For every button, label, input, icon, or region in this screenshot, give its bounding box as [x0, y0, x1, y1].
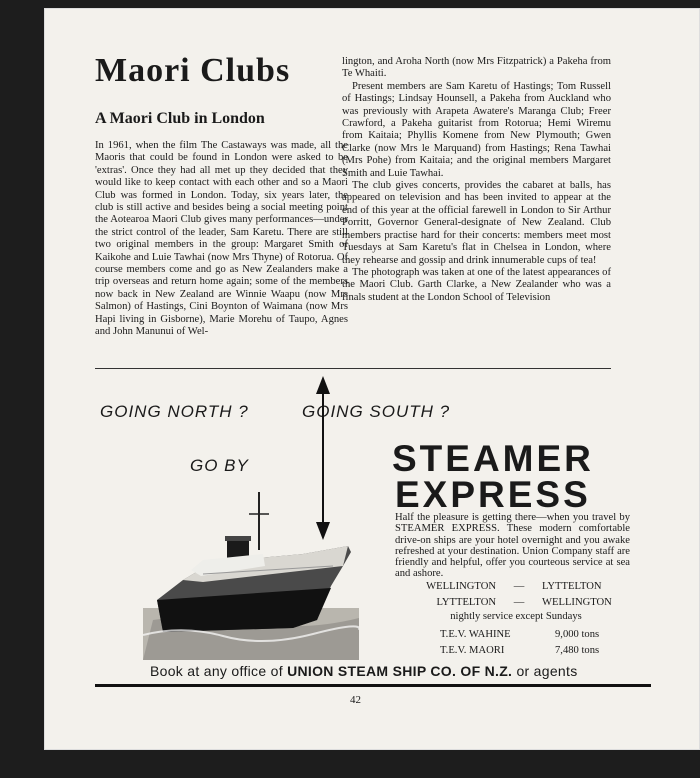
ad-go-by: GO BY [190, 456, 249, 475]
ship-row [440, 626, 625, 642]
article-paragraph: The photograph was taken at one of the latest appearances of the Maori Club. Garth Clarke, a New Zealander who was a finals student at the London School of Television [342, 266, 611, 303]
section-divider [95, 368, 611, 369]
ad-nightly-service: nightly service except Sundays [450, 611, 582, 622]
booking-company: UNION STEAM SHIP CO. OF N.Z. [287, 663, 513, 679]
route-separator: — [513, 596, 525, 608]
ship-name: T.E.V. MAORI [440, 644, 505, 656]
ad-going-south: GOING SOUTH ? [302, 402, 451, 421]
page-number: 42 [350, 694, 361, 706]
ship-illustration-icon [143, 490, 359, 660]
route-row [400, 594, 630, 610]
article-column-1 [95, 140, 348, 339]
route-separator: — [513, 580, 525, 592]
ad-booking-line [150, 663, 578, 679]
ad-ships [440, 626, 625, 658]
ad-going-north: GOING NORTH ? [100, 402, 249, 421]
booking-suffix: or agents [512, 663, 578, 679]
route-to: LYTTELTON [542, 580, 602, 592]
ship-tonnage: 9,000 tons [555, 628, 600, 640]
article-subtitle: A Maori Club in London [95, 110, 265, 127]
article-paragraph: The club gives concerts, provides the cabaret at balls, has appeared on television and has been invited to appear at the end of this year at the official farewell in London to Sir Arthur Porritt, Governor General-designate of New Zealand. Club members practise hard for their concerts: members meet most Tuesdays at Sam Karetu's flat in Chelsea in London, where they rehearse and gossip and drink innumerable cups of tea! [342, 180, 611, 266]
article-paragraph: lington, and Aroha North (now Mrs Fitzpatrick) a Pakeha from Te Whaiti. [342, 56, 611, 80]
route-from: WELLINGTON [426, 580, 496, 592]
ship-name: T.E.V. WAHINE [440, 628, 511, 640]
route-row [400, 578, 630, 594]
route-to: WELLINGTON [542, 596, 612, 608]
ad-brand-express: EXPRESS [395, 474, 591, 515]
ad-blurb: Half the pleasure is getting there—when you travel by STEAMER EXPRESS. These modern comfortable drive-on ships are your hotel overnight and you awake refreshed at your destination. Union Company staff are friendly and helpful, offer you courteous service at sea and ashore. [395, 512, 630, 580]
article-paragraph: In 1961, when the film The Castaways was made, all the Maoris that could be found in London were asked to be 'extras'. Once they had all met up they decided that they would like to keep contact with each other and so a Maori Club was formed in London. Today, six years later, the club is still active and besides being a social meeting point the Aotearoa Maori Club gives many performances—under the strict control of the leader, Sam Karetu. There are still two original members in the group: Margaret Smith of Kaikohe and Luie Tawhai (now Mrs Thyne) of Rotorua. Of course members come and go as New Zealanders make a trip overseas and return home again; some of the members now back in New Zealand are Winnie Waapu (now Mrs Salmon) of Hastings, Cini Boynton of Waimana (now Mrs Hapi living in Gisborne), Marie Morehu of Taupo, Agnes and John Manunui of Wel- [95, 140, 348, 338]
ad-bottom-bar [95, 684, 651, 687]
booking-prefix: Book at any office of [150, 663, 288, 679]
article-title: Maori Clubs [95, 52, 291, 89]
route-from: LYTTELTON [436, 596, 496, 608]
ship-tonnage: 7,480 tons [555, 644, 600, 656]
ad-routes [400, 578, 630, 610]
article-paragraph: Present members are Sam Karetu of Hastings; Tom Russell of Hastings; Lindsay Hounsell, a Pakeha from Auckland who was previously with Arapeta Awatere's Maranga Club; Freer Crawford, a Pakeha guitarist from Rotorua; Hemi Wiremu from Kaitaia; Phyllis Komene from New Plymouth; Gwen Clarke (now Mrs le Marquand) from Hastings; Rena Tawhai (Mrs Pohe) from Kaitaia; and the original members Margaret Smith and Luie Tawhai. [342, 80, 611, 179]
article-column-2 [342, 56, 611, 304]
ad-brand-steamer: STEAMER [392, 438, 594, 479]
ship-row [440, 642, 625, 658]
